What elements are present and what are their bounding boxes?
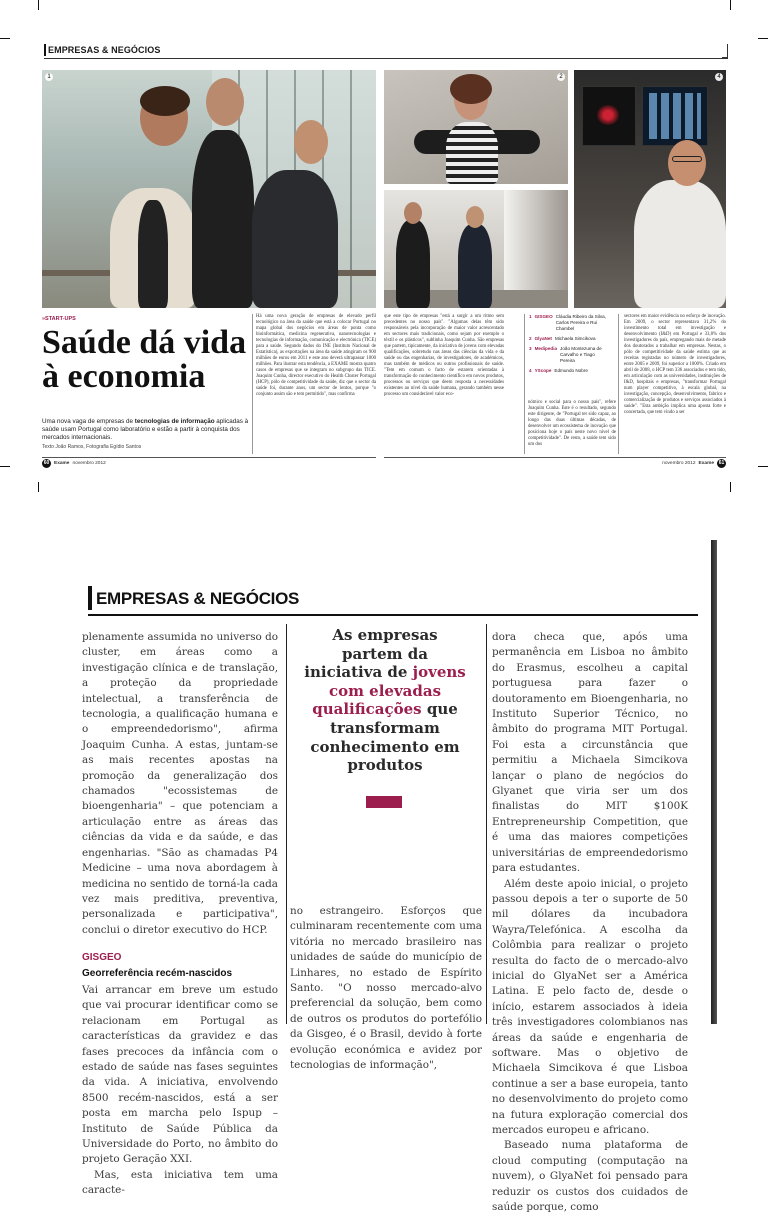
article-credits: Texto João Ramos, Fotografia Egídio Santos: [42, 444, 142, 450]
folio-right: [662, 459, 726, 468]
photo-glyanet: [384, 70, 568, 184]
spread-body-column-4: sectores em maior evidência no esforço de inovação. Em 2009, o sector representava 31,2% do investimento total em investigação e desenvolvimento (I&D) em Portugal e 33,8% dos investigadores do país, empregando mais de metade dos doutorados a trabalhar em empresas. Nestas, o pólo de competitividade da saúde estima que as receitas registadas no número de investigadores, entre 2005 e 2009, foi superior a 1000%. Criado em abril de 2008, o HCP tem 336 associados e tem tido, em articulação com as universidades, instituições de I&D, hospitais e empresas, "transformar Portugal num player competitivo, à escala global, na investigação, concepção, desenvolvimento, fabrico e comercialização de produtos e serviços associados à saúde". "Esta ambição implica uma aposta forte e concertada, que tem vindo a ser: [624, 314, 726, 415]
photo-legend: [529, 314, 609, 378]
standfirst-text: Uma nova vaga de empresas de: [42, 418, 135, 425]
person-man-center: [192, 130, 254, 308]
person-man-head: [668, 140, 706, 186]
paragraph: Vai arrancar em breve um estudo que vai procurar identificar como se relacionam em Portugal as características da gravidez e das fases precoces da infância com o estado de saúde nas fases seguintes da vida. A iniciativa, envolvendo 8500 recém-nascidos, está a ser posta em marcha pelo Ispup – Instituto de Saúde Pública da Universidade do Porto, no âmbito do projeto Geração XXI.: [82, 983, 278, 1166]
person-woman-body: [446, 122, 498, 184]
legend-company: YScope: [534, 368, 552, 373]
legend-company: Medipedia: [534, 346, 558, 351]
legend-number: 4: [529, 368, 532, 373]
crop-mark: [758, 466, 768, 467]
legend-item: [529, 368, 609, 374]
company-tag: GISGEO: [82, 952, 122, 964]
person-man-center-head: [206, 78, 244, 126]
person-woman-hair: [140, 86, 190, 116]
photo-medipedia: [384, 190, 568, 308]
legend-names: João Montezuma de Carvalho e Tiago Pereira: [560, 346, 602, 363]
pull-quote-accent-bar: [366, 796, 402, 808]
crop-mark: [0, 38, 10, 39]
header-rule: [88, 614, 698, 616]
paragraph: Baseado numa plataforma de cloud computing (computação na nuvem), o GlyaNet foi pensado para reduzir os custos dos cuidados de saúde porque, como: [492, 1139, 688, 1214]
pull-quote-highlight: jovens com elevadas qualificações: [312, 663, 466, 719]
legend-number: 2: [529, 336, 532, 341]
legend-names: Michaela Simcikova: [554, 336, 596, 341]
header-hook: [722, 44, 728, 58]
section-bar: [88, 586, 92, 610]
magazine-brand: Exame: [54, 461, 70, 466]
person-man-left-head: [404, 202, 422, 224]
legend-item: [529, 336, 609, 342]
legend-item: [529, 314, 609, 332]
magazine-brand: Exame: [698, 461, 714, 466]
spread-body-column-2: que este tipo de empresas "está a surgir a um ritmo sem precedentes no nosso país". "Algumas delas têm sido responsáveis pela incorporação de maior valor acrescentado em sectores mais tradicionais, como sejam por exemplo o têxtil e os plásticos", sublinha Joaquim Cunha. São empresas que partem, tipicamente, da iniciativa de jovens com elevadas qualificações, sobretudo nas áreas das ciências da vida e da saúde ou das engenharias, de investigadores, de académicos, mas também de médicos ou outros profissionais de saúde. "Tem em comum o facto de estarem orientadas à transformação do conhecimento científico em novos produtos, processos ou serviços que deem resposta a necessidades existentes ao nível da saúde humana, gerando também nesse processo um considerável valor eco-: [384, 314, 504, 397]
person-woman-top: [138, 200, 168, 308]
subheading: Georreferência recém-nascidos: [82, 967, 233, 979]
page-section-header: [88, 586, 698, 616]
legend-company: GlyaNet: [534, 336, 552, 341]
article-headline: Saúde dá vida à economia: [42, 324, 247, 395]
scan-monitor-left: [582, 86, 636, 146]
pull-quote: [302, 626, 468, 775]
person-man-right-head: [294, 120, 328, 164]
crop-mark: [730, 482, 731, 492]
photo-gisgeo-team: [42, 70, 376, 308]
person-man-right: [458, 224, 492, 308]
paragraph: dora checa que, após uma permanência em Lisboa no âmbito do Erasmus, escolheu a capital portuguesa para fazer o doutoramento em Bioengenharia, no Instituto Superior Técnico, no âmbito do programa MIT Portugal. Foi esta a circunstância que permitiu a Michaela Simcikova lançar o plano de negócios do Glyanet que viria ser um dos finalistas do MIT $100K Entrepreneurship Competition, que é uma das maiores competições universitárias de empreendedorismo para estudantes.: [492, 631, 688, 875]
spread-body-column-1: Há uma nova geração de empresas de elevado perfil tecnológico na área da saúde que está a colocar Portugal no mapa global dos negócios em áreas de ponta como bioinformática, medicina regenerativa, nanotecnologias e tecnologias de informação, comunicação e electrónica (TICE) para a saúde. Segundo dados do INE (Instituto Nacional de Estatística), as exportações na área da saúde atingiram os 900 milhões de euros em 2011 e este ano deverá ultrapassar 1000 milhões. Para ilustrar esta tendência, a EXAME mostra quatro casos de empresas que se integram no subgrupo das TICE. Joaquim Cunha, director executivo do Health Cluster Portugal (HCP), pólo de competitividade da saúde, diz que o sector da saúde foi, durante anos, um sector de lentos, porque "o conjunto assim são e tem permitido", mas confirma: [256, 314, 376, 397]
crop-mark: [758, 38, 768, 39]
paragraph: no estrangeiro. Esforços que culminaram recentemente com uma vitória no mercado brasileiro nas unidades de saúde do município de Linhares, no estado de Espírito Santo. "O nosso mercado-alvo preferencial da solução, bem como de outros os produtos do portefólio da Gisgeo, é o Brasil, devido à forte evolução económica e avidez por tecnologias de informação",: [290, 905, 482, 1072]
photo-yscope: [574, 70, 726, 308]
body-column-3: [492, 630, 688, 1214]
standfirst-text: aplicadas à saúde usam Portugal como laboratório e estão a partir à conquista dos mercados internacionais.: [42, 418, 249, 441]
scan-monitor-right: [642, 86, 708, 146]
person-man-right-head: [466, 206, 484, 228]
pull-quote-text: que transformam conhecimento em produtos: [310, 700, 460, 775]
person-man-right: [252, 170, 338, 308]
legend-company: GISGEO: [534, 314, 553, 319]
scan-image: [597, 105, 619, 125]
glasses: [672, 156, 702, 162]
legend-names: Cláudia Ribeiro da Silva, Carlos Pereira e Rui Chambel: [555, 314, 606, 331]
crop-mark: [38, 482, 39, 492]
body-column-1: [82, 630, 278, 1197]
crop-mark: [38, 0, 39, 10]
section-title: EMPRESAS & NEGÓCIOS: [96, 589, 300, 608]
crop-mark: [730, 0, 731, 10]
column-rule: [618, 314, 619, 454]
legend-number: 1: [529, 314, 532, 319]
paragraph: Mas, esta iniciativa tem uma caracte-: [82, 1168, 278, 1197]
article-standfirst: [42, 418, 252, 442]
scan-grid: [649, 93, 701, 139]
footer-rule-left: [42, 457, 376, 458]
section-title: EMPRESAS & NEGÓCIOS: [48, 45, 161, 55]
photo-number: 2: [557, 73, 565, 81]
pull-quote-text: As empresas partem da iniciativa de: [304, 626, 438, 682]
column-rule: [252, 314, 253, 454]
header-rule: [44, 58, 728, 59]
legend-number: 3: [529, 346, 532, 351]
photo-number: 4: [715, 73, 723, 81]
legend-names: Edmundo Nobre: [554, 368, 588, 373]
section-bar: [44, 44, 46, 56]
legend-item: [529, 346, 609, 364]
photo-number: 1: [45, 73, 53, 81]
person-woman-hair: [450, 74, 492, 104]
person-man-white-shirt: [634, 180, 726, 308]
page-number: 60: [43, 460, 50, 466]
footer-rule-right: [384, 457, 726, 458]
column-rule: [486, 624, 487, 1024]
person-man-left: [396, 220, 430, 308]
column-rule: [524, 314, 525, 454]
page-edge-shadow: [711, 540, 717, 1024]
spread-section-header: [44, 44, 728, 60]
spread-body-column-3: nómico e social para o nosso país", refere Joaquim Cunha. Este é o resultado, segundo este dirigente, de "Portugal ter sido capaz, ao longo das duas últimas décadas, de desenvolver um ecossistema de inovação que posiciona hoje o país neste novo nível de competitividade". De resto, a saúde tem sido um dos: [528, 400, 616, 447]
column-rule: [286, 624, 287, 1024]
paragraph: plenamente assumida no universo do cluster, em áreas como a investigação clínica e de translação, a proteção da propriedade intelectual, a transferência de tecnologia, a qualificação humana e o empreendedorismo", afirma Joaquim Cunha. A estas, juntam-se as mais recentes apostas na promoção da generalização dos chamados "ecossistemas de bioengenharia" – que potenciam a articulação entre as áreas das ciências da vida e da saúde, e das engenharias. "São as chamadas P4 Medicine – uma nova abordagem à medicina no sentido de torná-la cada vez mais preditiva, preventiva, personalizada e participativa", conclui o diretor executivo do HCP.: [82, 631, 278, 936]
article-kicker: »START-UPS: [42, 316, 76, 322]
paragraph: Além deste apoio inicial, o projeto passou depois a ter o suporte de 50 mil dólares da incubadora Wayra/Telefónica. A escolha da Colômbia para realizar o projeto resulta do facto de o mercado-alvo inicial do GlyaNet ser a América Latina. E pelo facto de, desde o início, estarem associados à ideia três investigadores colombianos nas áreas da saúde e engenharia de software. Mas o objetivo de Michaela Simcikova é que Lisboa continue a ser a base europeia, tanto no desenvolvimento do projeto como na futura exploração comercial dos mercados europeu e africano.: [492, 877, 688, 1136]
page-number: 61: [718, 460, 725, 466]
folio-left: [42, 459, 106, 468]
article-page-continued: [0, 540, 711, 1214]
issue-date: novembro 2012: [662, 461, 696, 466]
crop-mark: [0, 466, 10, 467]
standfirst-highlight: tecnologias de informação: [134, 418, 215, 425]
issue-date: novembro 2012: [72, 461, 106, 466]
body-column-2: [290, 904, 482, 1072]
